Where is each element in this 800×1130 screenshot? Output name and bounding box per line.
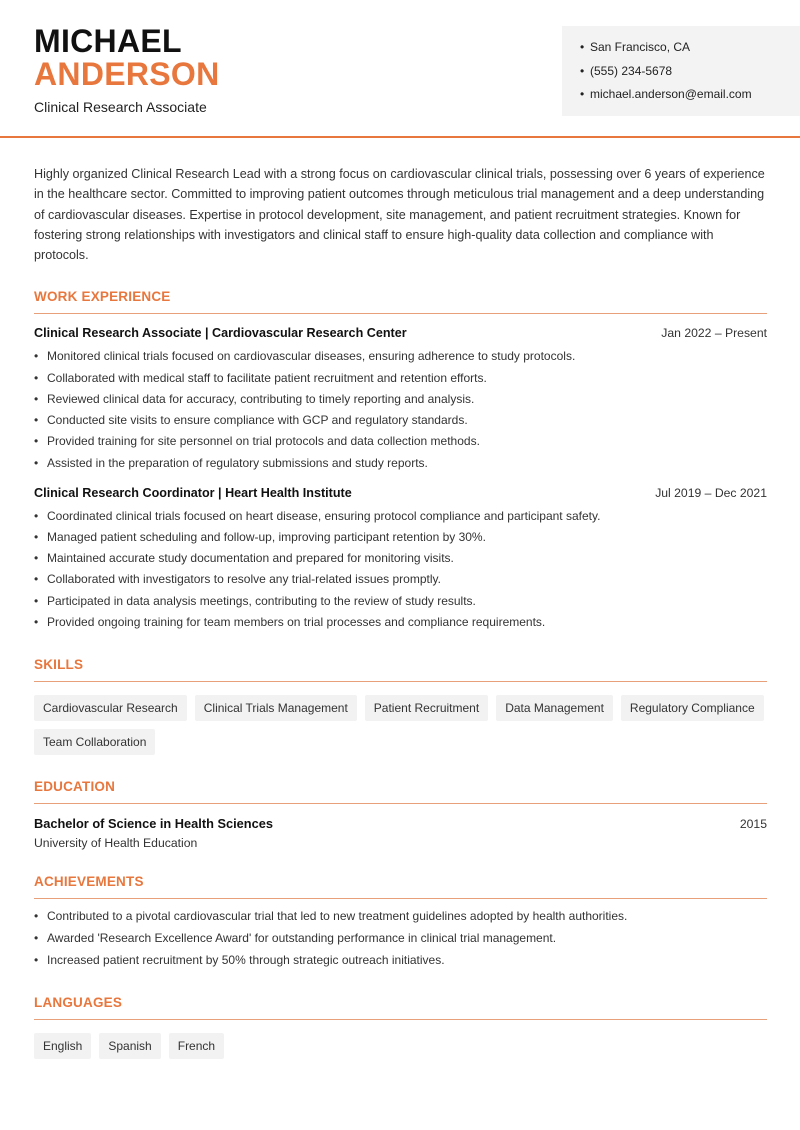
list-item: • Contributed to a pivotal cardiovascular trial that led to new treatment guidelines adopted by health authorities. xyxy=(34,905,767,927)
list-item: • Participated in data analysis meetings, contributing to the review of study results. xyxy=(34,591,767,612)
list-item: • Maintained accurate study documentation and prepared for monitoring visits. xyxy=(34,548,767,569)
contact-box xyxy=(562,26,800,116)
job-entry xyxy=(34,326,767,473)
list-item: • Provided training for site personnel on trial protocols and data collection methods. xyxy=(34,431,767,452)
job-bullets xyxy=(34,346,767,473)
education-school: University of Health Education xyxy=(34,835,198,850)
section-title-skills: SKILLS xyxy=(34,657,767,682)
bullet-icon: • xyxy=(580,87,585,101)
list-item: • Coordinated clinical trials focused on heart disease, ensuring protocol compliance and participant safety. xyxy=(34,506,767,527)
section-title-languages: LANGUAGES xyxy=(34,995,767,1020)
job-entry-title: Clinical Research Coordinator | Heart Health Institute xyxy=(34,485,352,500)
bullet-icon: • xyxy=(580,63,585,78)
achievements-list xyxy=(34,905,767,971)
resume-body xyxy=(34,164,767,1059)
education-year: 2015 xyxy=(739,816,767,831)
job-entry-dates: Jan 2022 – Present xyxy=(661,326,767,341)
list-item: • Increased patient recruitment by 50% through strategic outreach initiatives. xyxy=(34,949,767,971)
contact-email-text: michael.anderson@email.com xyxy=(590,87,752,101)
resume-header xyxy=(0,0,800,138)
list-item: • Collaborated with medical staff to facilitate patient recruitment and retention efforts. xyxy=(34,368,767,389)
bullet-icon: • xyxy=(580,40,585,54)
education-entry xyxy=(34,816,767,850)
list-item: • Monitored clinical trials focused on cardiovascular diseases, ensuring adherence to study protocols. xyxy=(34,346,767,367)
skill-chip: Data Management xyxy=(496,695,613,721)
last-name: ANDERSON xyxy=(34,56,220,92)
contact-phone-text: (555) 234-5678 xyxy=(590,63,673,78)
skills-list xyxy=(34,695,767,755)
contact-email xyxy=(580,86,800,110)
list-item: • Provided ongoing training for team members on trial processes and compliance requirements. xyxy=(34,612,767,633)
section-title-achievements: ACHIEVEMENTS xyxy=(34,874,767,899)
job-header xyxy=(34,326,767,340)
contact-location-text: San Francisco, CA xyxy=(590,40,691,54)
job-title: Clinical Research Associate xyxy=(34,99,207,115)
section-title-work: WORK EXPERIENCE xyxy=(34,289,767,314)
education-degree: Bachelor of Science in Health Sciences xyxy=(34,815,273,831)
job-header xyxy=(34,486,767,500)
list-item: • Awarded 'Research Excellence Award' for outstanding performance in clinical trial management. xyxy=(34,927,767,949)
contact-phone xyxy=(580,63,800,87)
skill-chip: Clinical Trials Management xyxy=(195,695,357,721)
job-entry-title: Clinical Research Associate | Cardiovascular Research Center xyxy=(34,326,407,341)
list-item: • Managed patient scheduling and follow-up, improving participant retention by 30%. xyxy=(34,527,767,548)
skill-chip: Regulatory Compliance xyxy=(621,695,764,721)
job-entry-dates: Jul 2019 – Dec 2021 xyxy=(655,485,767,500)
job-bullets xyxy=(34,506,767,633)
skill-chip: Patient Recruitment xyxy=(365,695,488,721)
languages-list xyxy=(34,1033,767,1059)
education-header xyxy=(34,816,767,831)
language-chip: French xyxy=(169,1033,224,1059)
summary: Highly organized Clinical Research Lead with a strong focus on cardiovascular clinical trials, possessing over 6 years of experience in the healthcare sector. Committed to improving patient outcomes through meticulous trial management and a deep understanding of cardiovascular diseases. Expertise in protocol development, site management, and patient recruitment strategies. Known for fostering strong relationships with investigators and clinical staff to ensure high-quality data collection and compliance with protocols. xyxy=(34,167,765,263)
language-chip: English xyxy=(34,1033,91,1059)
first-name: MICHAEL xyxy=(34,23,182,59)
list-item: • Collaborated with investigators to resolve any trial-related issues promptly. xyxy=(34,569,767,590)
language-chip: Spanish xyxy=(99,1033,160,1059)
job-entry xyxy=(34,486,767,633)
section-title-education: EDUCATION xyxy=(34,779,767,804)
list-item: • Assisted in the preparation of regulatory submissions and study reports. xyxy=(34,453,767,474)
contact-location xyxy=(580,39,800,63)
list-item: • Conducted site visits to ensure compliance with GCP and regulatory standards. xyxy=(34,410,767,431)
list-item: • Reviewed clinical data for accuracy, contributing to timely reporting and analysis. xyxy=(34,389,767,410)
skill-chip: Cardiovascular Research xyxy=(34,695,187,721)
skill-chip: Team Collaboration xyxy=(34,729,155,755)
